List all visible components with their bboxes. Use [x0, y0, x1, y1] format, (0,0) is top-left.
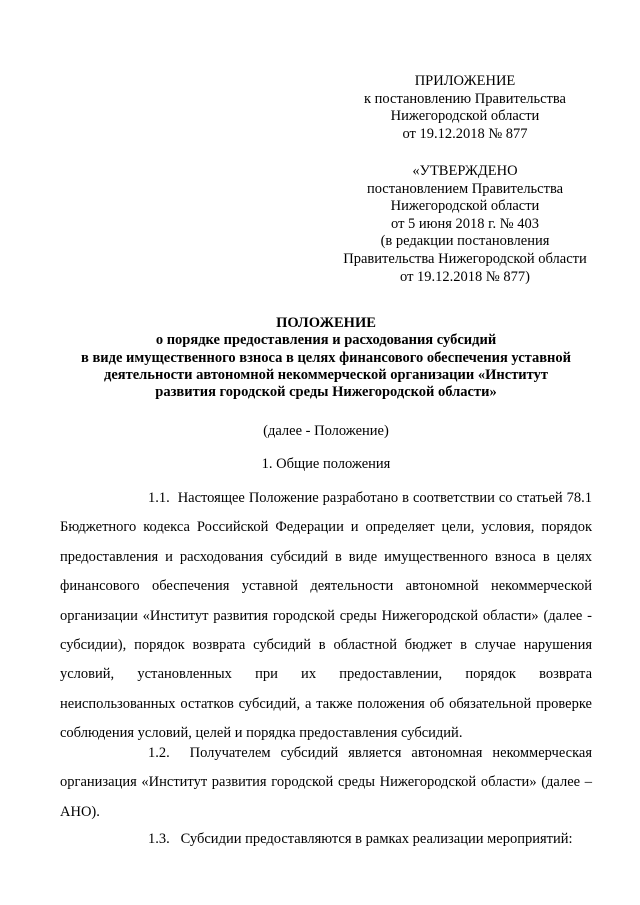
clause-text: Настоящее Положение разработано в соответствии со статьей 78.1 Бюджетного кодекса Российской Федерации и определяет цели, условия, порядок предоставления и расходования субсидий в виде имущественного взноса в целях финансового обеспечения уставной деятельности автономной некоммерческой организации «Институт развития городской среды Нижегородской области» (далее - субсидии), порядок возврата субсидий в областной бюджет в случае нарушения условий, установленных при их предоставлении, порядок возврата неиспользованных остатков субсидий, а также положения об обязательной проверке соблюдения условий, целей и порядка предоставления субсидий. — [60, 490, 592, 742]
title-heading: ПОЛОЖЕНИЕ — [276, 315, 376, 331]
approval-heading: «УТВЕРЖДЕНО — [412, 163, 518, 179]
approval-region: Нижегородской области — [390, 198, 540, 215]
document-title — [60, 315, 592, 401]
approval-date-number: от 5 июня 2018 г. № 403 — [391, 215, 539, 232]
approval-edition-authority: Правительства Нижегородской области — [343, 250, 587, 267]
clause-number: 1.1. — [148, 490, 170, 506]
section-heading: 1. Общие положения — [261, 456, 391, 472]
approval-edition-note: (в редакции постановления — [380, 233, 550, 250]
title-line: о порядке предоставления и расходования субсидий — [155, 332, 497, 349]
appendix-date-number: от 19.12.2018 № 877 — [402, 125, 528, 142]
title-line: развития городской среды Нижегородской области» — [155, 384, 497, 401]
clause-text: Получателем субсидий является автономная некоммерческая организация «Институт развития городской среды Нижегородской области» (далее – АНО). — [60, 745, 593, 820]
title-line: в виде имущественного взноса в целях финансового обеспечения уставной — [80, 349, 571, 366]
clause-1-1 — [60, 484, 592, 749]
clause-text: Субсидии предоставляются в рамках реализации мероприятий: — [180, 831, 573, 847]
appendix-region: Нижегородской области — [390, 108, 540, 125]
title-line: деятельности автономной некоммерческой организации «Институт — [104, 366, 548, 383]
appendix-reference: к постановлению Правительства — [364, 90, 566, 107]
appendix-heading: ПРИЛОЖЕНИЕ — [414, 73, 516, 89]
clause-number: 1.3. — [148, 831, 170, 847]
abbreviation-note: (далее - Положение) — [263, 423, 389, 439]
clause-1-3 — [60, 825, 592, 854]
appendix-block — [330, 73, 600, 143]
approval-block — [330, 163, 600, 286]
approval-reference: постановлением Правительства — [366, 180, 564, 197]
clause-1-2 — [60, 739, 592, 827]
approval-edition-date: от 19.12.2018 № 877) — [400, 268, 530, 285]
clause-number: 1.2. — [148, 745, 170, 761]
